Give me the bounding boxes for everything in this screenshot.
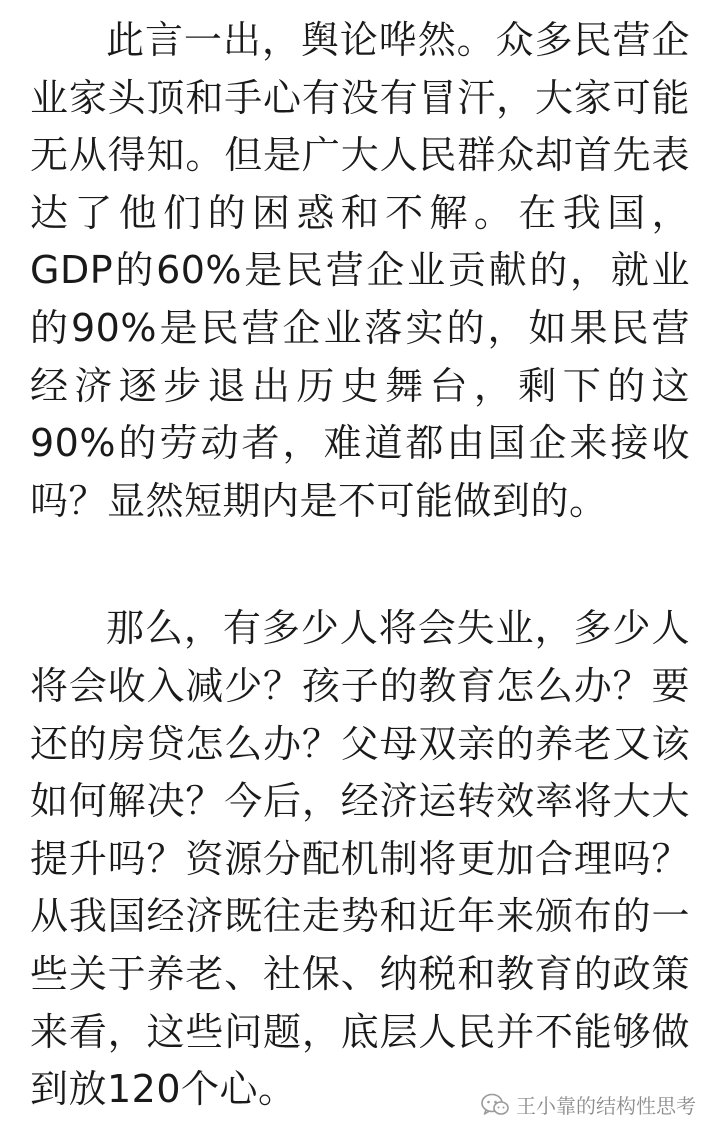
article-paragraph-2: 那么，有多少人将会失业，多少人将会收入减少？孩子的教育怎么办？要还的房贷怎么办？父母双亲的养老又该如何解决？今后，经济运转效率将大大提升吗？资源分配机制将更加合理吗？从我国经济既往走势和近年来颁布的一些关于养老、社保、纳税和教育的政策来看，这些问题，底层人民并不能够做到放120个心。 [30,606,690,1112]
source-watermark [480,1090,696,1119]
article-paragraph-1: 此言一出，舆论哗然。众多民营企业家头顶和手心有没有冒汗，大家可能无从得知。但是广大人民群众却首先表达了他们的困惑和不解。在我国，GDP的60%是民营企业贡献的，就业的90%是民营企业落实的，如果民营经济逐步退出历史舞台，剩下的这90%的劳动者，难道都由国企来接收吗？显然短期内是不可能做到的。 [30,18,690,523]
watermark-text: 王小靠的结构性思考 [516,1094,696,1118]
wechat-icon [480,1092,510,1118]
article-body [30,12,690,1119]
